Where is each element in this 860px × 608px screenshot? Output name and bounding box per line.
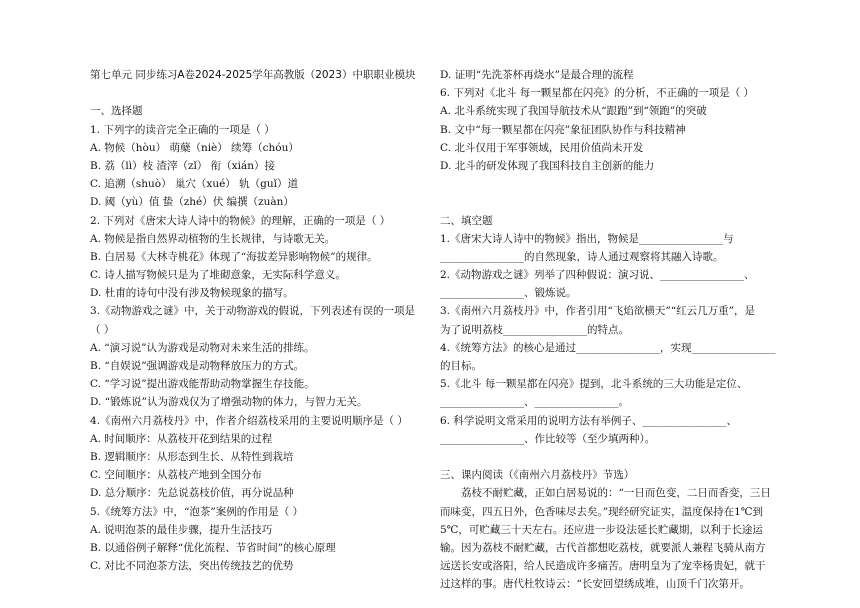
text-line: C. 追溯（shuò） 巢穴（xué） 轨（guǐ）道	[90, 178, 298, 191]
text-line: B. 以通俗例子解释“优化流程、节省时间”的核心原理	[90, 541, 336, 554]
text-line: D. 杜甫的诗句中没有涉及物候现象的描写。	[90, 287, 294, 300]
text-line: A. 物候是指自然界动植物的生长规律，与诗歌无关。	[90, 232, 336, 245]
text-line: B. 文中“每一颗星都在闪亮”象征团队协作与科技精神	[440, 123, 686, 136]
right-column	[440, 66, 776, 594]
blank-line	[90, 84, 422, 102]
text-line: B. 白居易《大林寺桃花》体现了“海拔差异影响物候”的规律。	[90, 250, 378, 263]
text-line: ________________的自然现象，诗人通过观察将其融入诗歌。	[440, 250, 724, 263]
text-line: A. 物候（hòu） 萌蘖（niè） 续筹（chóu）	[90, 141, 299, 154]
text-line: 5.《北斗 每一颗星都在闪亮》提到，北斗系统的三大功能是定位、	[440, 378, 748, 391]
text-line: ________________、作比较等（至少填两种）。	[440, 432, 656, 445]
text-line: C. 空间顺序：从荔枝产地到全国分布	[90, 469, 262, 482]
text-line: 5.《统筹方法》中，“泡茶”案例的作用是（ ）	[90, 505, 304, 518]
text-line: D. “锻炼说”认为游戏仅为了增强动物的体力，与智力无关。	[90, 396, 368, 409]
blank-line	[440, 175, 772, 193]
text-line: 4.《南州六月荔枝丹》中，作者介绍荔枝采用的主要说明顺序是（ ）	[90, 414, 408, 427]
text-line: 1.《唐宋大诗人诗中的物候》指出，物候是________________与	[440, 232, 734, 245]
text-line: D. 北斗的研发体现了我国科技自主创新的能力	[440, 159, 655, 172]
text-line: 4.《统筹方法》的核心是通过________________，实现________________	[440, 341, 776, 354]
text-line: ________________、________________。	[440, 396, 629, 409]
text-line: A. 说明泡茶的最佳步骤，提升生活技巧	[90, 523, 273, 536]
blank-line	[440, 193, 772, 211]
text-line: C. 北斗仅用于军事领域，民用价值尚未开发	[440, 141, 644, 154]
text-line: A. 北斗系统实现了我国导航技术从“跟跑”到“领跑”的突破	[440, 105, 707, 118]
text-line: C. “学习说”提出游戏能帮助动物掌握生存技能。	[90, 378, 315, 391]
text-line: 6. 下列对《北斗 每一颗星都在闪亮》的分析，不正确的一项是（ ）	[440, 87, 755, 100]
page-title: 第七单元 同步练习A卷2024-2025学年高教版（2023）中职职业模块	[90, 69, 416, 81]
text-line: 3.《南州六月荔枝丹》中，作者引用“飞焰欲横天”“红云几万重”，是	[440, 305, 755, 318]
text-line: C. 诗人描写物候只是为了堆砌意象，无实际科学意义。	[90, 269, 346, 282]
text-line: 一、选择题	[90, 105, 143, 118]
text-line: 为了说明荔枝________________的特点。	[440, 323, 629, 336]
text-line: A. 时间顺序：从荔枝开花到结果的过程	[90, 432, 273, 445]
text-line: ________________、锻炼说。	[440, 287, 577, 300]
text-line: 2.《动物游戏之谜》列举了四种假说：演习说、________________、	[440, 269, 755, 282]
reading-passage: 荔枝不耐贮藏，正如白居易说的：“一日而色变，二日而香变，三日而味变，四五日外，色香味尽去矣。”现经研究证实，温度保持在1℃到5℃，可贮藏三十天左右。还应进一步设法延长贮藏期，以利于长途运输。因为荔枝不耐贮藏，古代首都想吃荔枝，就要派人兼程飞骑从南方远送长安或洛阳，给人民造成许多痛苦。唐明皇为了宠幸杨贵妃，就干过这样的事。唐代杜牧诗云：“长安回望绣成堆，山顶千门次第开。	[440, 487, 771, 591]
text-line: 2. 下列对《唐宋大诗人诗中的物候》的理解，正确的一项是（ ）	[90, 214, 391, 227]
text-line: （ ）	[90, 323, 115, 336]
text-line: B. 荔（lì）枝 渣滓（zǐ） 衔（xián）接	[90, 159, 275, 172]
text-line: A. “演习说”认为游戏是动物对未来生活的排练。	[90, 341, 315, 354]
text-line: 三、课内阅读（《南州六月荔枝丹》节选）	[440, 469, 635, 482]
text-line: D. 总分顺序：先总说荔枝价值，再分说品种	[90, 487, 294, 500]
text-line: 的目标。	[440, 360, 482, 372]
text-line: D. 阈（yù）值 蛰（zhé）伏 编撰（zuàn）	[90, 196, 294, 209]
text-line: 6. 科学说明文常采用的说明方法有举例子、________________、	[440, 414, 737, 427]
text-line: C. 对比不同泡茶方法，突出传统技艺的优势	[90, 560, 294, 573]
text-line: 二、填空题	[440, 214, 493, 227]
text-line: B. “自娱说”强调游戏是动物释放压力的方式。	[90, 360, 305, 372]
left-column	[90, 66, 422, 575]
text-line: 3.《动物游戏之谜》中，关于动物游戏的假说，下列表述有误的一项是	[90, 305, 416, 318]
blank-line	[440, 448, 772, 466]
text-line: 1. 下列字的读音完全正确的一项是（ ）	[90, 123, 275, 136]
text-line: B. 逻辑顺序：从形态到生长、从特性到栽培	[90, 450, 294, 463]
text-line: D. 证明“先洗茶杯再烧水”是最合理的流程	[440, 69, 634, 81]
